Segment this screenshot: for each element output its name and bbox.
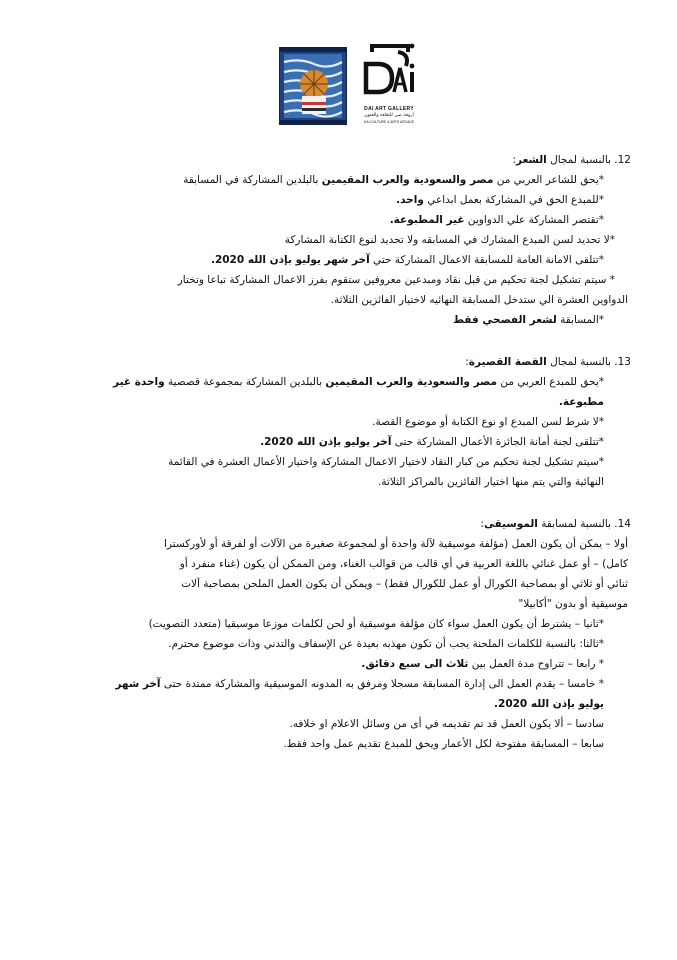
brand-arabic-name: أروقة ضي للثقافة والفنون (364, 113, 414, 118)
rule-line: *لا شرط لسن المبدع او نوع الكتابة أو موضوع القصة. (372, 416, 604, 428)
dai-logo-mark (358, 42, 420, 104)
rule-line: *سيتم تشكيل لجنة تحكيم من كبار النقاد لاختيار الاعمال المشاركة واختيار الأعمال العشرة في القائمة (168, 456, 604, 468)
brand-subtitle: DAI CULTURE & ARTS ARCADE (363, 120, 415, 124)
rule-line: يوليو بإذن الله 2020. (494, 698, 604, 710)
brand-logo (358, 42, 442, 128)
rule-line: سادسا – ألا يكون العمل قد تم تقديمه في أى من وسائل الاعلام او خلافه. (289, 718, 604, 730)
rule-line: * خامسا – يقدم العمل الى إدارة المسابقة مسجلا ومرفق به المدونه الموسيقية والمشاركة ممتدة حتى آخر شهر (115, 678, 604, 690)
section-heading: 14. بالنسبة لمسابقة الموسيقى: (480, 518, 631, 530)
rule-line: *ثانيا – يشترط أن يكون العمل سواء كان مؤلفة موسيقية أو لحن لكلمات موزعا موسيقيا (متعدد التصويت) (148, 618, 604, 630)
rule-line: *تتلقى لجنة أمانة الجائزة الأعمال المشاركة حتى آخر يوليو بإذن الله 2020. (260, 436, 604, 448)
section-heading: 12. بالنسبة لمجال الشعر: (512, 154, 631, 166)
rule-line: كامل) – أو عمل غنائي باللغة العربية في أي قالب من قوالب الغناء، ومن الممكن أن يكون (غناء منفرد أو (179, 558, 628, 570)
rule-line: *للمبدع الحق في المشاركة بعمل ابداعي واحد. (396, 194, 604, 206)
rule-line: * رابعا – تتراوح مدة العمل بين ثلاث الى سبع دقائق. (361, 658, 604, 670)
section-music (41, 514, 631, 754)
section-short-story (41, 352, 631, 492)
rule-line: *يحق للمبدع العربي من مصر والسعودية والعرب المقيمين بالبلدين المشاركة بمجموعة قصصية واحدة غير (113, 376, 604, 388)
rule-line: *ثالثا: بالنسبة للكلمات الملحنة يجب أن تكون مهذبه بعيدة عن الإسفاف والتدني وذات موضوع محترم. (168, 638, 604, 650)
rule-line: *تقتصر المشاركة علي الدواوين غير المطبوعة. (389, 214, 604, 226)
rule-line: *تتلقى الامانة العامة للمسابقة الاعمال المشاركة حتي آخر شهر يوليو بإذن الله 2020. (210, 254, 604, 266)
rule-line: أولا – يمكن أن يكون العمل (مؤلفة موسيقية لآلة واحدة أو لمجموعة صغيرة من الآلات أو لفرقة أو لأوركسترا (163, 538, 628, 550)
rule-line: *لا تحديد لسن المبدع المشارك في المسابقه ولا تحديد لنوع الكتابة المشاركة (284, 234, 615, 246)
rule-line: النهائية والتي يتم منها اختيار الفائزين بالمراكز الثلاثة. (377, 476, 604, 488)
section-poetry (41, 150, 631, 330)
rule-line: *يحق للشاعر العربي من مصر والسعودية والعرب المقيمين بالبلدين المشاركة في المسابقة (183, 174, 604, 186)
rule-line: سابعا – المسابقة مفتوحة لكل الأعمار ويحق للمبدع تقديم عمل واحد فقط. (283, 738, 604, 750)
rule-line: موسيقية أو بدون "أكابيلا" (518, 598, 628, 610)
painting-logo (279, 47, 347, 125)
brand-name: DAI ART GALLERY (364, 106, 414, 112)
heading-topic: الشعر (516, 154, 547, 166)
document-body (41, 150, 631, 754)
rule-line: الدواوين العشرة الي ستدخل المسابقة النهائيه لاختيار الفائزين الثلاثة. (330, 294, 628, 306)
painting-image (280, 48, 346, 124)
rule-line: * سيتم تشكيل لجنة تحكيم من قبل نقاد ومبدعين معروفين ستقوم بفرز الاعمال المشاركة تباعا وتختار (177, 274, 615, 286)
rule-line: *المسابقة لشعر الفصحي فقط (453, 314, 604, 326)
rule-line: ثنائي أو ثلاثي أو بمصاحبة الكورال أو عمل للكورال فقط) – ويمكن أن يكون العمل الملحن بمصاحبة آلات (181, 578, 628, 590)
rule-line: مطبوعة. (558, 396, 604, 408)
section-heading: 13. بالنسبة لمجال القصة القصيرة: (465, 356, 631, 368)
